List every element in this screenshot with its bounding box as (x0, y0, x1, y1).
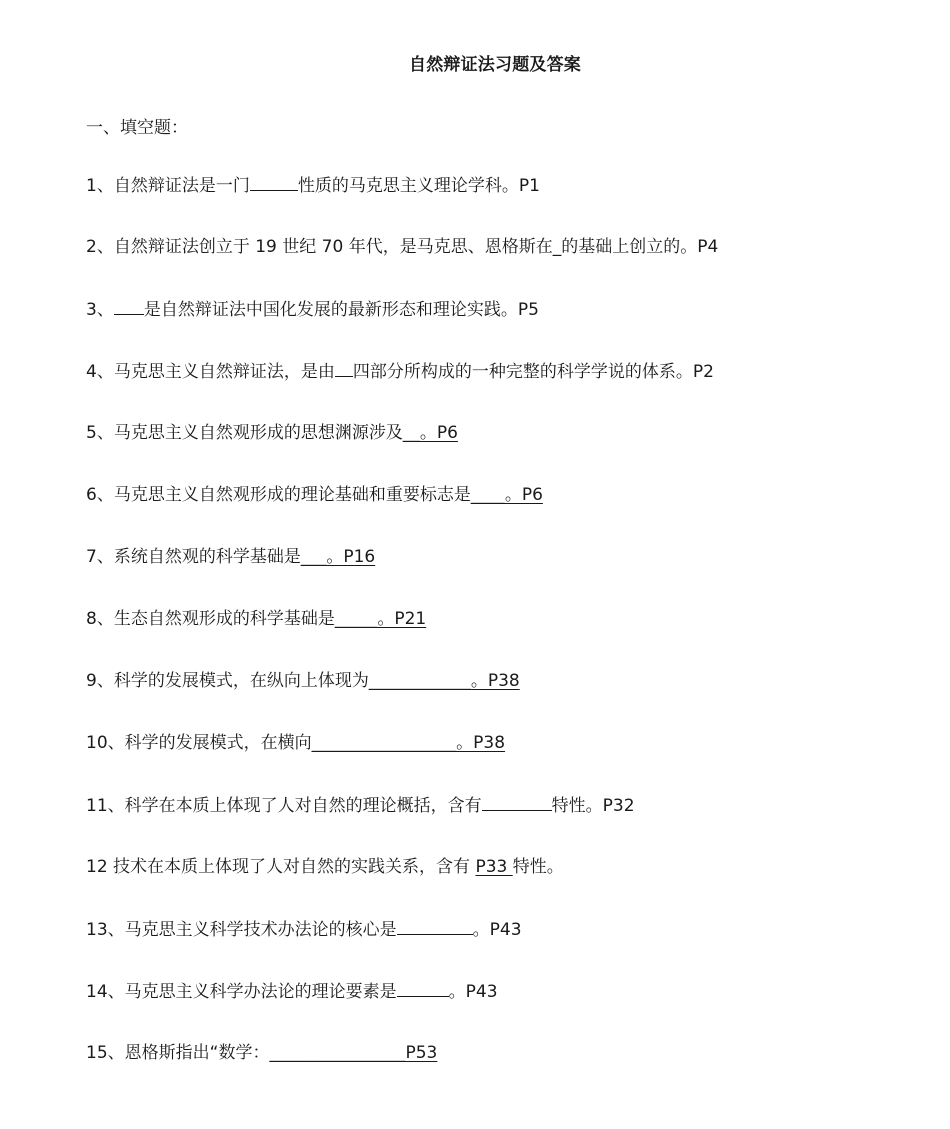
answer-blank (114, 297, 144, 315)
question-text: 11、科学在本质上体现了人对自然的理论概括，含有 (86, 796, 482, 816)
question-text: 6、马克思主义自然观形成的理论基础和重要标志是 (86, 485, 471, 505)
underlined-text: P33 (475, 857, 513, 877)
question-item (86, 607, 426, 631)
question-item (86, 855, 564, 879)
question-text: 15、恩格斯指出“数学： (86, 1043, 270, 1063)
question-text: 。P43 (472, 920, 522, 940)
answer-blank (250, 173, 298, 191)
underlined-text: _ (552, 237, 562, 257)
question-text: 3、 (86, 300, 114, 320)
answer-blank (335, 359, 353, 377)
question-item (86, 917, 522, 942)
underlined-text: ____。P6 (470, 485, 543, 505)
question-text: 12 技术在本质上体现了人对自然的实践关系，含有 (86, 857, 476, 877)
underlined-text: ___。P16 (300, 547, 376, 567)
underlined-text: ________________P53 (269, 1043, 438, 1063)
question-text: 的基础上创立的。P4 (561, 237, 719, 257)
question-text: 2、自然辩证法创立于 19 世纪 70 年代，是马克思、恩格斯在 (86, 237, 553, 257)
question-item (86, 173, 540, 198)
question-item (86, 297, 539, 322)
question-item (86, 731, 505, 755)
question-text: 1、自然辩证法是一门 (86, 176, 250, 196)
question-item (86, 483, 543, 507)
answer-blank (482, 793, 552, 811)
question-text: 特性。P32 (551, 796, 635, 816)
question-item (86, 669, 520, 693)
question-item (86, 979, 498, 1004)
question-item (86, 793, 635, 818)
question-text: 9、科学的发展模式，在纵向上体现为 (86, 671, 369, 691)
question-text: 8、生态自然观形成的科学基础是 (86, 609, 335, 629)
underlined-text: __。P6 (402, 423, 458, 443)
answer-blank (397, 917, 473, 935)
underlined-text: _____。P21 (334, 609, 427, 629)
question-text: 13、马克思主义科学技术办法论的核心是 (86, 920, 397, 940)
underlined-text: _________________。P38 (311, 733, 506, 753)
question-text: 5、马克思主义自然观形成的思想渊源涉及 (86, 423, 403, 443)
question-item (86, 421, 458, 445)
document-title: 自然辩证法习题及答案 (409, 55, 581, 75)
answer-blank (397, 979, 449, 997)
question-text: 性质的马克思主义理论学科。P1 (297, 176, 540, 196)
question-item (86, 359, 714, 384)
question-item (86, 1041, 437, 1065)
question-text: 四部分所构成的一种完整的科学学说的体系。P2 (352, 362, 714, 382)
question-text: 10、科学的发展模式，在横向 (86, 733, 312, 753)
section-heading: 一、填空题： (86, 118, 188, 138)
question-text: 。P43 (448, 982, 498, 1002)
question-text: 7、系统自然观的科学基础是 (86, 547, 301, 567)
question-item (86, 235, 718, 259)
question-text: 14、马克思主义科学办法论的理论要素是 (86, 982, 397, 1002)
question-text: 特性。 (512, 857, 564, 877)
question-text: 4、马克思主义自然辩证法，是由 (86, 362, 335, 382)
question-text: 是自然辩证法中国化发展的最新形态和理论实践。P5 (143, 300, 539, 320)
question-item (86, 545, 375, 569)
underlined-text: ____________。P38 (368, 671, 520, 691)
